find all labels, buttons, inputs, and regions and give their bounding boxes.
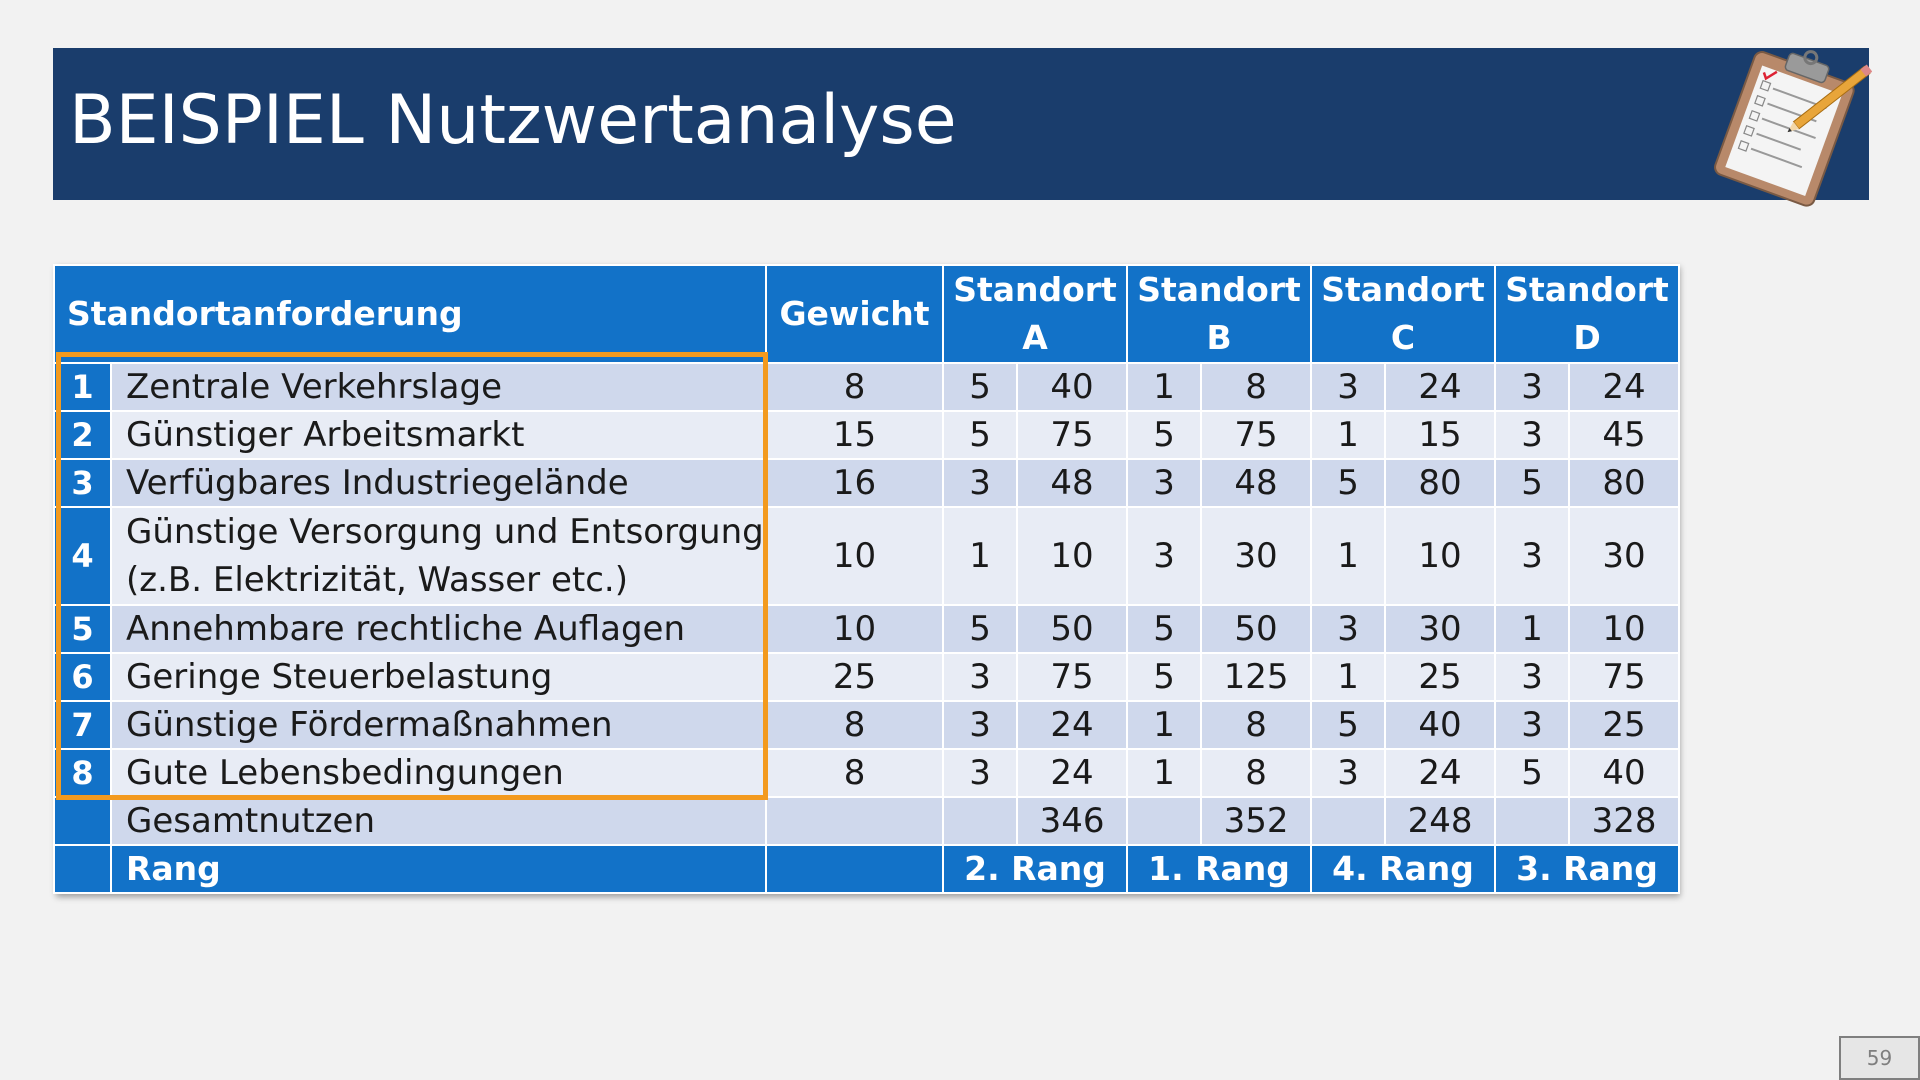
weighted-cell: 8 [1201,363,1311,411]
rank-location-b: 1. Rang [1127,845,1311,893]
total-blank [1311,797,1385,845]
evaluation-table-container [53,264,1677,894]
score-cell: 3 [1495,507,1569,605]
score-cell: 3 [1311,363,1385,411]
score-cell: 3 [943,459,1017,507]
score-cell: 5 [1127,653,1201,701]
score-cell: 5 [1127,605,1201,653]
score-cell: 1 [1127,749,1201,797]
table-row [54,459,1679,507]
total-blank [1127,797,1201,845]
score-cell: 5 [943,605,1017,653]
row-number: 8 [54,749,111,797]
weight-cell: 16 [766,459,943,507]
weighted-cell: 24 [1385,749,1495,797]
weighted-cell: 75 [1017,653,1127,701]
weight-cell: 8 [766,363,943,411]
header-location-a: Standort A [943,265,1127,363]
score-cell: 3 [943,701,1017,749]
weighted-cell: 24 [1385,363,1495,411]
weighted-cell: 75 [1017,411,1127,459]
page-number: 59 [1839,1036,1920,1080]
weighted-cell: 10 [1569,605,1679,653]
row-number: 4 [54,507,111,605]
page-title: BEISPIEL Nutzwertanalyse [69,81,957,160]
total-location-b: 352 [1201,797,1311,845]
weight-cell: 10 [766,507,943,605]
score-cell: 1 [1127,701,1201,749]
rank-weight-blank [766,845,943,893]
evaluation-table [53,264,1680,894]
score-cell: 1 [1311,653,1385,701]
score-cell: 1 [943,507,1017,605]
weighted-cell: 10 [1017,507,1127,605]
table-row [54,701,1679,749]
score-cell: 3 [1311,749,1385,797]
score-cell: 1 [1311,507,1385,605]
rank-label: Rang [111,845,766,893]
requirement-cell: Verfügbares Industriegelände [111,459,766,507]
table-row [54,507,1679,605]
score-cell: 3 [1495,411,1569,459]
score-cell: 3 [943,653,1017,701]
score-cell: 1 [1127,363,1201,411]
row-number: 7 [54,701,111,749]
total-label: Gesamtnutzen [111,797,766,845]
clipboard-checklist-icon [1692,38,1872,208]
weighted-cell: 80 [1385,459,1495,507]
weight-cell: 25 [766,653,943,701]
weighted-cell: 30 [1569,507,1679,605]
requirement-cell: Günstige Versorgung und Entsorgung (z.B. Elektrizität, Wasser etc.) [111,507,766,605]
table-row [54,653,1679,701]
header-requirement: Standortanforderung [54,265,766,363]
rank-row [54,845,1679,893]
total-row [54,797,1679,845]
requirement-cell: Geringe Steuerbelastung [111,653,766,701]
rank-number-blank [54,845,111,893]
table-row [54,605,1679,653]
weighted-cell: 24 [1569,363,1679,411]
weighted-cell: 40 [1569,749,1679,797]
total-location-c: 248 [1385,797,1495,845]
row-number: 2 [54,411,111,459]
score-cell: 5 [1127,411,1201,459]
rank-location-a: 2. Rang [943,845,1127,893]
weighted-cell: 25 [1569,701,1679,749]
score-cell: 3 [1127,507,1201,605]
rank-location-d: 3. Rang [1495,845,1679,893]
requirement-cell: Günstiger Arbeitsmarkt [111,411,766,459]
total-blank [1495,797,1569,845]
header-location-b: Standort B [1127,265,1311,363]
row-number: 3 [54,459,111,507]
weight-cell: 8 [766,749,943,797]
score-cell: 5 [1311,701,1385,749]
weighted-cell: 50 [1201,605,1311,653]
table-row [54,363,1679,411]
weighted-cell: 24 [1017,701,1127,749]
requirement-cell: Zentrale Verkehrslage [111,363,766,411]
weighted-cell: 75 [1201,411,1311,459]
total-weight-blank [766,797,943,845]
table-header-row [54,265,1679,363]
weighted-cell: 48 [1201,459,1311,507]
row-number: 5 [54,605,111,653]
weighted-cell: 45 [1569,411,1679,459]
requirement-cell: Annehmbare rechtliche Auflagen [111,605,766,653]
row-number: 6 [54,653,111,701]
score-cell: 5 [943,411,1017,459]
score-cell: 3 [1495,701,1569,749]
header-weight: Gewicht [766,265,943,363]
weighted-cell: 50 [1017,605,1127,653]
score-cell: 3 [1311,605,1385,653]
total-location-a: 346 [1017,797,1127,845]
weighted-cell: 30 [1385,605,1495,653]
row-number: 1 [54,363,111,411]
header-location-d: Standort D [1495,265,1679,363]
score-cell: 3 [943,749,1017,797]
score-cell: 3 [1495,653,1569,701]
weighted-cell: 8 [1201,749,1311,797]
weighted-cell: 75 [1569,653,1679,701]
total-blank [943,797,1017,845]
weighted-cell: 40 [1385,701,1495,749]
total-number-blank [54,797,111,845]
score-cell: 5 [1495,749,1569,797]
table-row [54,411,1679,459]
weighted-cell: 24 [1017,749,1127,797]
score-cell: 1 [1311,411,1385,459]
weight-cell: 8 [766,701,943,749]
requirement-cell: Gute Lebensbedingungen [111,749,766,797]
score-cell: 5 [943,363,1017,411]
weight-cell: 10 [766,605,943,653]
score-cell: 3 [1127,459,1201,507]
requirement-cell: Günstige Fördermaßnahmen [111,701,766,749]
total-location-d: 328 [1569,797,1679,845]
score-cell: 5 [1495,459,1569,507]
weighted-cell: 125 [1201,653,1311,701]
header-location-c: Standort C [1311,265,1495,363]
weighted-cell: 8 [1201,701,1311,749]
table-row [54,749,1679,797]
score-cell: 1 [1495,605,1569,653]
weighted-cell: 10 [1385,507,1495,605]
weight-cell: 15 [766,411,943,459]
weighted-cell: 40 [1017,363,1127,411]
score-cell: 3 [1495,363,1569,411]
rank-location-c: 4. Rang [1311,845,1495,893]
weighted-cell: 48 [1017,459,1127,507]
score-cell: 5 [1311,459,1385,507]
weighted-cell: 15 [1385,411,1495,459]
weighted-cell: 25 [1385,653,1495,701]
weighted-cell: 30 [1201,507,1311,605]
weighted-cell: 80 [1569,459,1679,507]
title-banner [53,48,1869,200]
